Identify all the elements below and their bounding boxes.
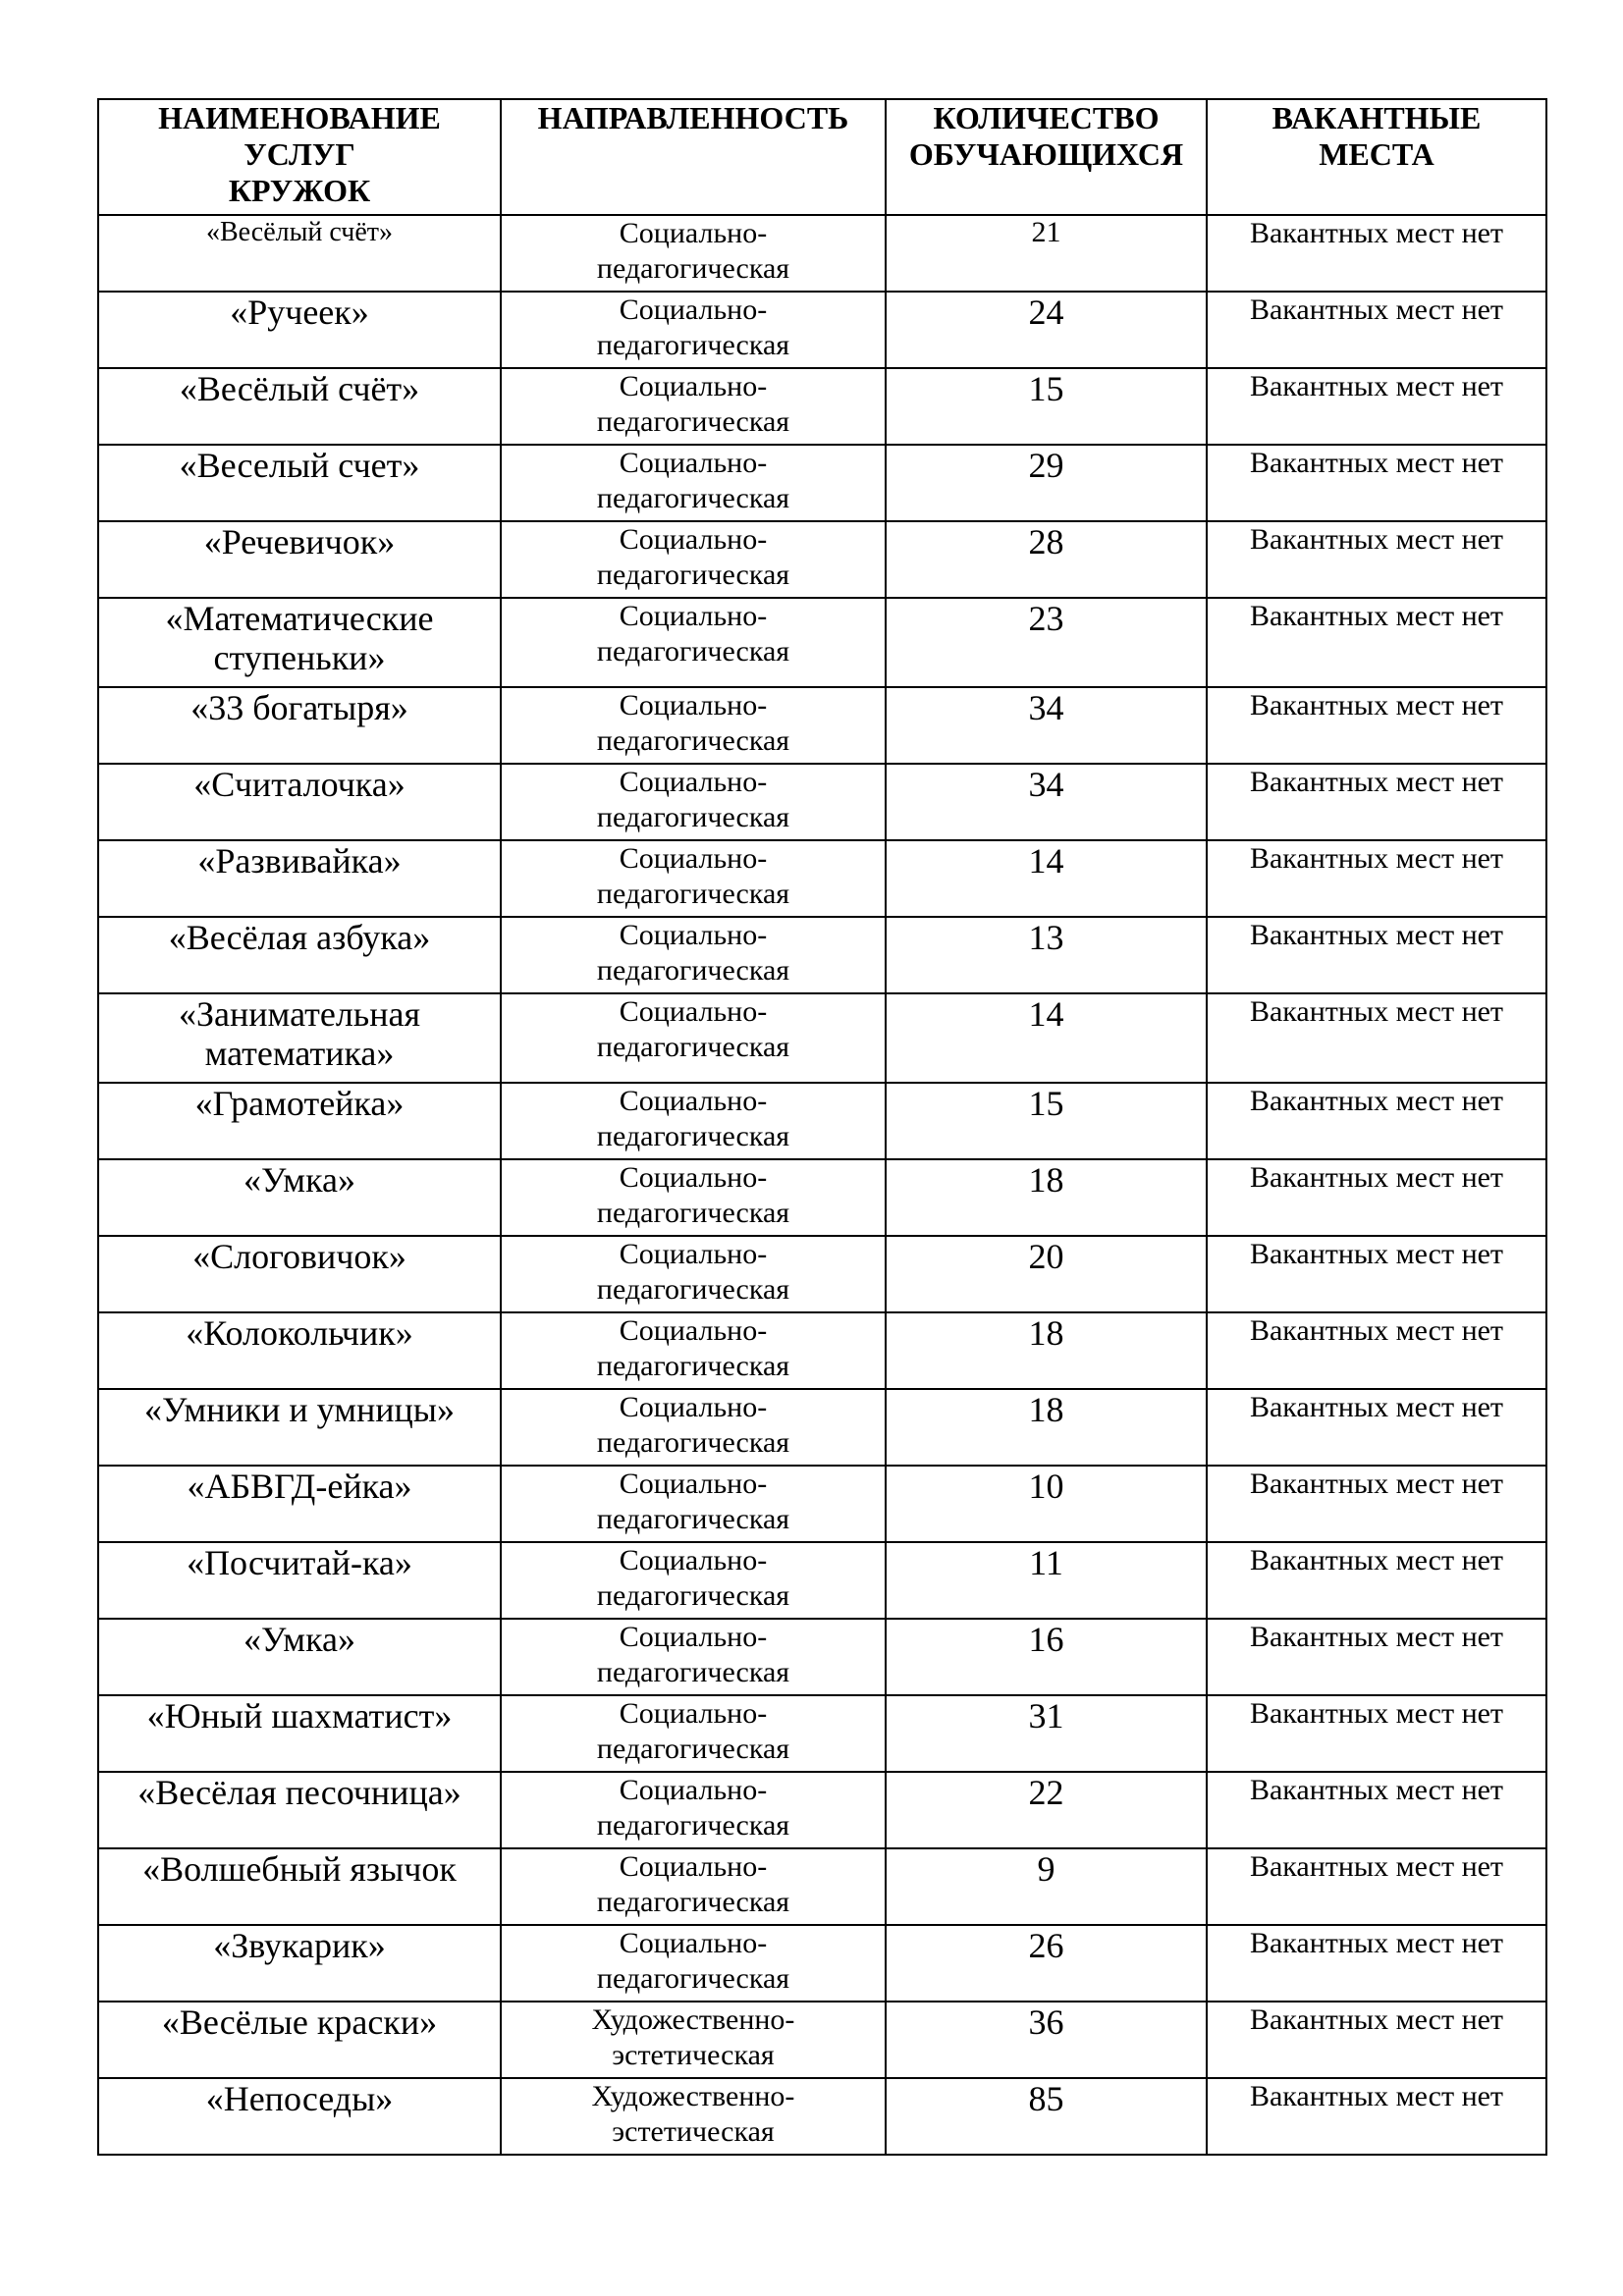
- student-count-cell: 22: [886, 1772, 1207, 1848]
- header-vacancies: [1207, 99, 1546, 215]
- table-row: [98, 1466, 1546, 1542]
- direction-line: Социально-: [619, 523, 768, 556]
- service-name-cell: «Слоговичок»: [98, 1236, 501, 1312]
- direction-line: Социально-: [619, 1927, 768, 1959]
- vacancies-cell: Вакантных мест нет: [1207, 445, 1546, 521]
- services-table: [97, 98, 1547, 2156]
- table-row: [98, 1542, 1546, 1619]
- direction-line: Социально-: [619, 1468, 768, 1500]
- student-count-cell: 10: [886, 1466, 1207, 1542]
- service-name-cell: «Считалочка»: [98, 764, 501, 840]
- direction-line: педагогическая: [596, 1426, 790, 1459]
- direction-line: Социально-: [619, 995, 768, 1028]
- table-row: [98, 2078, 1546, 2155]
- table-row: [98, 1236, 1546, 1312]
- vacancies-cell: Вакантных мест нет: [1207, 764, 1546, 840]
- table-row: [98, 1083, 1546, 1159]
- direction-cell: [501, 1925, 886, 2002]
- direction-line: Социально-: [619, 1621, 768, 1653]
- direction-line: педагогическая: [596, 1809, 790, 1842]
- direction-line: Социально-: [619, 1314, 768, 1347]
- student-count-cell: 34: [886, 687, 1207, 764]
- direction-cell: [501, 1542, 886, 1619]
- direction-cell: [501, 2078, 886, 2155]
- header-name-line: УСЛУГ: [243, 136, 355, 172]
- direction-line: Социально-: [619, 689, 768, 721]
- vacancies-cell: Вакантных мест нет: [1207, 1619, 1546, 1695]
- direction-line: Социально-: [619, 1774, 768, 1806]
- vacancies-cell: Вакантных мест нет: [1207, 215, 1546, 292]
- table-row: [98, 993, 1546, 1083]
- direction-line: Социально-: [619, 217, 768, 249]
- student-count-cell: 13: [886, 917, 1207, 993]
- vacancies-cell: Вакантных мест нет: [1207, 1083, 1546, 1159]
- direction-cell: [501, 687, 886, 764]
- direction-cell: [501, 1389, 886, 1466]
- student-count-cell: 23: [886, 598, 1207, 687]
- table-row: [98, 1619, 1546, 1695]
- direction-line: педагогическая: [596, 1273, 790, 1306]
- service-name-cell: «Веселый счет»: [98, 445, 501, 521]
- direction-line: Социально-: [619, 447, 768, 479]
- direction-line: Социально-: [619, 1544, 768, 1576]
- table-row: [98, 764, 1546, 840]
- service-name-cell: «Математические ступеньки»: [98, 598, 501, 687]
- vacancies-cell: Вакантных мест нет: [1207, 2002, 1546, 2078]
- student-count-cell: 18: [886, 1159, 1207, 1236]
- service-name-cell: «Грамотейка»: [98, 1083, 501, 1159]
- direction-cell: [501, 1236, 886, 1312]
- direction-line: Социально-: [619, 1391, 768, 1423]
- student-count-cell: 14: [886, 993, 1207, 1083]
- service-name-cell: «Юный шахматист»: [98, 1695, 501, 1772]
- table-body: [98, 215, 1546, 2155]
- table-row: [98, 368, 1546, 445]
- direction-cell: [501, 1619, 886, 1695]
- direction-cell: [501, 1772, 886, 1848]
- vacancies-cell: Вакантных мест нет: [1207, 1695, 1546, 1772]
- direction-line: педагогическая: [596, 1350, 790, 1382]
- direction-line: педагогическая: [596, 1503, 790, 1535]
- student-count-cell: 15: [886, 368, 1207, 445]
- vacancies-cell: Вакантных мест нет: [1207, 292, 1546, 368]
- header-name-line: НАИМЕНОВАНИЕ: [158, 100, 441, 135]
- student-count-cell: 29: [886, 445, 1207, 521]
- direction-cell: [501, 993, 886, 1083]
- table-row: [98, 292, 1546, 368]
- header-row: [98, 99, 1546, 215]
- vacancies-cell: Вакантных мест нет: [1207, 1159, 1546, 1236]
- vacancies-cell: Вакантных мест нет: [1207, 1466, 1546, 1542]
- student-count-cell: 26: [886, 1925, 1207, 2002]
- vacancies-cell: Вакантных мест нет: [1207, 1389, 1546, 1466]
- direction-line: педагогическая: [596, 1886, 790, 1918]
- student-count-cell: 15: [886, 1083, 1207, 1159]
- service-name-cell: «Речевичок»: [98, 521, 501, 598]
- direction-cell: [501, 1848, 886, 1925]
- table-row: [98, 1848, 1546, 1925]
- header-vacancies-line: ВАКАНТНЫЕ: [1271, 100, 1482, 135]
- service-name-cell: «Волшебный язычок: [98, 1848, 501, 1925]
- direction-line: педагогическая: [596, 954, 790, 987]
- table-row: [98, 1772, 1546, 1848]
- service-name-cell: «Ручеек»: [98, 292, 501, 368]
- direction-line: Социально-: [619, 600, 768, 632]
- vacancies-cell: Вакантных мест нет: [1207, 993, 1546, 1083]
- table-header: [98, 99, 1546, 215]
- header-direction-line: НАПРАВЛЕННОСТЬ: [537, 100, 849, 135]
- table-row: [98, 445, 1546, 521]
- table-row: [98, 521, 1546, 598]
- direction-cell: [501, 215, 886, 292]
- direction-line: педагогическая: [596, 1733, 790, 1765]
- table-row: [98, 1925, 1546, 2002]
- vacancies-cell: Вакантных мест нет: [1207, 840, 1546, 917]
- header-count: [886, 99, 1207, 215]
- student-count-cell: 28: [886, 521, 1207, 598]
- direction-cell: [501, 1159, 886, 1236]
- direction-line: педагогическая: [596, 1197, 790, 1229]
- student-count-cell: 18: [886, 1312, 1207, 1389]
- direction-line: педагогическая: [596, 405, 790, 438]
- table-row: [98, 1159, 1546, 1236]
- table-row: [98, 840, 1546, 917]
- direction-line: Социально-: [619, 842, 768, 875]
- direction-line: педагогическая: [596, 1579, 790, 1612]
- header-count-line: КОЛИЧЕСТВО: [933, 100, 1160, 135]
- direction-cell: [501, 1466, 886, 1542]
- student-count-cell: 21: [886, 215, 1207, 292]
- direction-line: педагогическая: [596, 1962, 790, 1995]
- direction-line: Художественно-: [591, 2003, 795, 2036]
- vacancies-cell: Вакантных мест нет: [1207, 598, 1546, 687]
- direction-cell: [501, 840, 886, 917]
- table-row: [98, 687, 1546, 764]
- service-name-cell: «Весёлый счёт»: [98, 215, 501, 292]
- vacancies-cell: Вакантных мест нет: [1207, 1848, 1546, 1925]
- service-name-cell: «Весёлая азбука»: [98, 917, 501, 993]
- service-name-cell: «Весёлая песочница»: [98, 1772, 501, 1848]
- direction-line: педагогическая: [596, 724, 790, 757]
- vacancies-cell: Вакантных мест нет: [1207, 1312, 1546, 1389]
- direction-cell: [501, 368, 886, 445]
- service-name-cell: «Умка»: [98, 1619, 501, 1695]
- direction-line: педагогическая: [596, 1031, 790, 1063]
- student-count-cell: 24: [886, 292, 1207, 368]
- direction-line: Социально-: [619, 919, 768, 951]
- table-row: [98, 1695, 1546, 1772]
- service-name-cell: «АБВГД-ейка»: [98, 1466, 501, 1542]
- student-count-cell: 34: [886, 764, 1207, 840]
- service-name-cell: «Развивайка»: [98, 840, 501, 917]
- vacancies-cell: Вакантных мест нет: [1207, 1542, 1546, 1619]
- student-count-cell: 11: [886, 1542, 1207, 1619]
- service-name-cell: «Звукарик»: [98, 1925, 501, 2002]
- direction-line: педагогическая: [596, 329, 790, 361]
- student-count-cell: 14: [886, 840, 1207, 917]
- direction-cell: [501, 1083, 886, 1159]
- service-name-cell: «Непоседы»: [98, 2078, 501, 2155]
- student-count-cell: 31: [886, 1695, 1207, 1772]
- direction-cell: [501, 1695, 886, 1772]
- vacancies-cell: Вакантных мест нет: [1207, 1772, 1546, 1848]
- table-row: [98, 215, 1546, 292]
- service-name-cell: «Посчитай-ка»: [98, 1542, 501, 1619]
- student-count-cell: 85: [886, 2078, 1207, 2155]
- direction-cell: [501, 1312, 886, 1389]
- direction-cell: [501, 598, 886, 687]
- direction-line: эстетическая: [612, 2039, 775, 2071]
- student-count-cell: 9: [886, 1848, 1207, 1925]
- direction-line: педагогическая: [596, 559, 790, 591]
- vacancies-cell: Вакантных мест нет: [1207, 368, 1546, 445]
- header-count-line: ОБУЧАЮЩИХСЯ: [908, 136, 1184, 172]
- direction-line: Социально-: [619, 370, 768, 402]
- direction-cell: [501, 292, 886, 368]
- direction-cell: [501, 917, 886, 993]
- vacancies-cell: Вакантных мест нет: [1207, 917, 1546, 993]
- service-name-cell: «33 богатыря»: [98, 687, 501, 764]
- student-count-cell: 20: [886, 1236, 1207, 1312]
- table-row: [98, 1312, 1546, 1389]
- direction-line: Социально-: [619, 294, 768, 326]
- direction-line: Социально-: [619, 1850, 768, 1883]
- service-name-cell: «Занимательная математика»: [98, 993, 501, 1083]
- table-row: [98, 2002, 1546, 2078]
- direction-line: Социально-: [619, 1238, 768, 1270]
- table-row: [98, 598, 1546, 687]
- direction-line: Социально-: [619, 766, 768, 798]
- vacancies-cell: Вакантных мест нет: [1207, 521, 1546, 598]
- direction-line: эстетическая: [612, 2115, 775, 2148]
- direction-line: педагогическая: [596, 482, 790, 514]
- direction-line: педагогическая: [596, 252, 790, 285]
- service-name-cell: «Умка»: [98, 1159, 501, 1236]
- direction-line: Социально-: [619, 1697, 768, 1730]
- direction-line: педагогическая: [596, 635, 790, 667]
- direction-line: педагогическая: [596, 1120, 790, 1152]
- service-name-cell: «Умники и умницы»: [98, 1389, 501, 1466]
- vacancies-cell: Вакантных мест нет: [1207, 687, 1546, 764]
- direction-line: педагогическая: [596, 1656, 790, 1688]
- direction-cell: [501, 521, 886, 598]
- header-name: [98, 99, 501, 215]
- header-vacancies-line: МЕСТА: [1319, 136, 1434, 172]
- service-name-cell: «Весёлый счёт»: [98, 368, 501, 445]
- direction-cell: [501, 764, 886, 840]
- direction-line: педагогическая: [596, 878, 790, 910]
- direction-cell: [501, 445, 886, 521]
- vacancies-cell: Вакантных мест нет: [1207, 1236, 1546, 1312]
- direction-line: Социально-: [619, 1085, 768, 1117]
- vacancies-cell: Вакантных мест нет: [1207, 2078, 1546, 2155]
- table-row: [98, 917, 1546, 993]
- direction-line: Социально-: [619, 1161, 768, 1194]
- direction-cell: [501, 2002, 886, 2078]
- service-name-cell: «Колокольчик»: [98, 1312, 501, 1389]
- header-direction: [501, 99, 886, 215]
- direction-line: Художественно-: [591, 2080, 795, 2112]
- student-count-cell: 18: [886, 1389, 1207, 1466]
- header-name-line: КРУЖОК: [228, 173, 371, 208]
- table-row: [98, 1389, 1546, 1466]
- student-count-cell: 16: [886, 1619, 1207, 1695]
- service-name-cell: «Весёлые краски»: [98, 2002, 501, 2078]
- vacancies-cell: Вакантных мест нет: [1207, 1925, 1546, 2002]
- direction-line: педагогическая: [596, 801, 790, 833]
- student-count-cell: 36: [886, 2002, 1207, 2078]
